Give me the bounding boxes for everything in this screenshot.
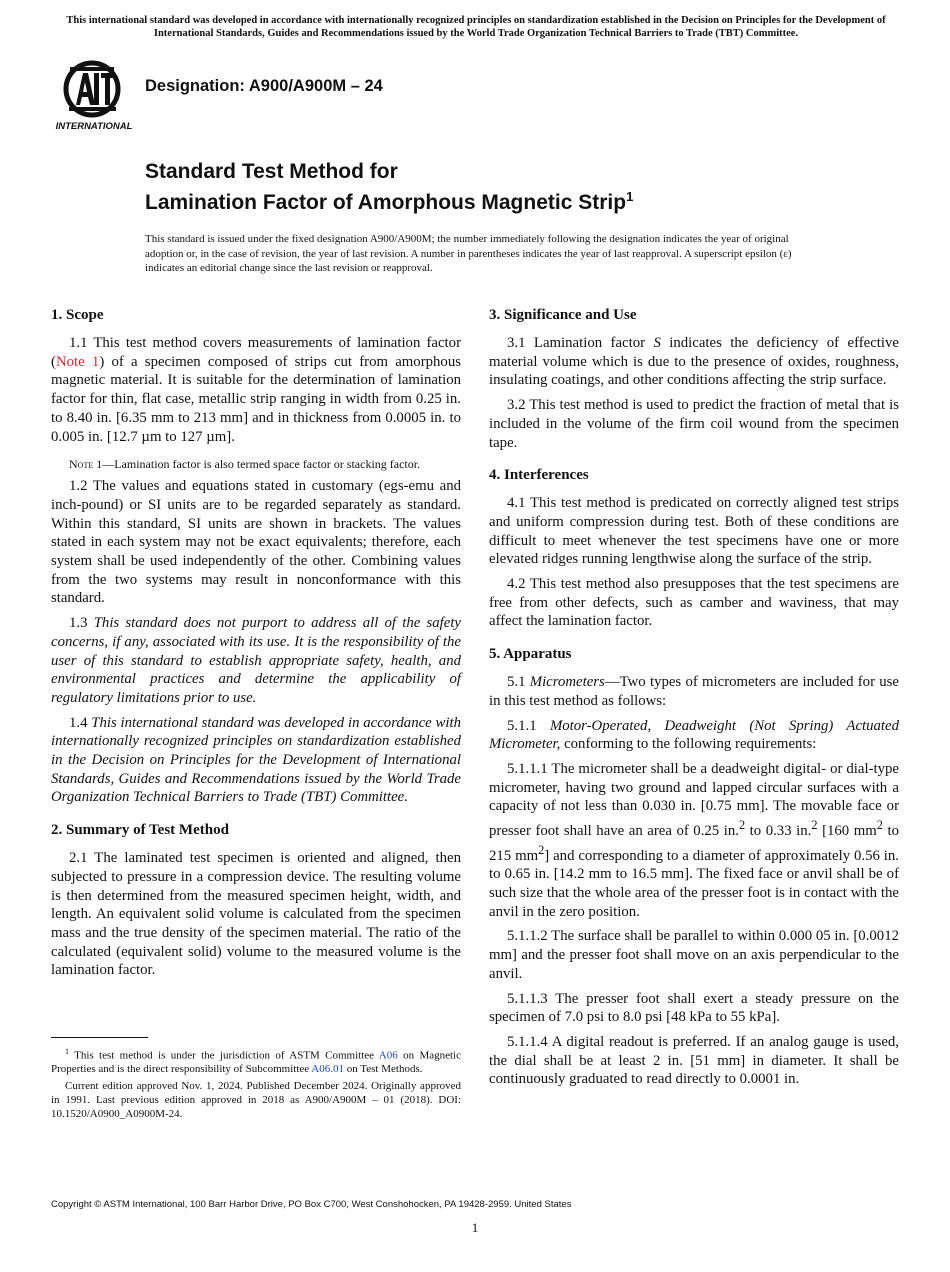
paragraph-4-2: 4.2 This test method also presupposes that the test specimens are free from other defects, such as camber and waviness, that may affect the lamination factor.: [489, 576, 899, 630]
paragraph-5-1-1-3: 5.1.1.3 The presser foot shall exert a steady pressure on the specimen of 7.0 psi to 8.0 psi [48 kPa to 55 kPa].: [489, 990, 899, 1026]
wto-notice: This international standard was developed in accordance with internationally recognized principles on standardization established in the Decision on Principles for the Development of International Standards, Guides and Recommendations issued by the World Trade Organization Technical Barriers to Trade (TBT) Committee.: [66, 15, 886, 39]
title-line-2: Lamination Factor of Amorphous Magnetic Strip$^1$: [145, 189, 634, 214]
footnotes: [51, 1045, 461, 1125]
paragraph-2-1: 2.1 The laminated test specimen is oriented and aligned, then subjected to pressure in a compression device. The resulting volume is then determined from the measured specimen height, width, and length. An equivalent solid volume is calculated from the specimen mass and the true density of the specimen material. The ratio of the calculated (equivalent solid) volume to the measured volume is the lamination factor.: [51, 850, 461, 979]
issued-statement: This standard is issued under the fixed designation A900/A900M; the number immediately following the designation indicates the year of original adoption or, in the case of revision, the year of last revision. A number in parentheses indicates the year of last reapproval. A superscript epsilon (ε) indicates an editorial change since the last revision or reapproval.: [145, 233, 792, 274]
subcommittee-a06-01-link[interactable]: A06.01: [311, 1063, 344, 1076]
section-heading-apparatus: 5. Apparatus: [489, 646, 572, 663]
left-column: [51, 306, 461, 986]
paragraph-5-1: 5.1 Micrometers—Two types of micrometers are included for use in this test method as follows:: [489, 674, 899, 709]
footnote-1: $^1$ This test method is under the jurisdiction of ASTM Committee A06 on Magnetic Properties and is the direct responsibility of Subcommittee A06.01 on Test Methods.: [51, 1047, 461, 1076]
section-heading-significance: 3. Significance and Use: [489, 307, 637, 323]
section-heading-scope: 1. Scope: [51, 307, 104, 323]
paragraph-5-1-1-2: 5.1.1.2 The surface shall be parallel to within 0.000 05 in. [0.0012 mm] and the presser foot shall move on an axis perpendicular to the anvil.: [489, 928, 899, 982]
copyright: Copyright © ASTM International, 100 Barr Harbor Drive, PO Box C700, West Conshohocken, PA 19428-2959. United States: [51, 1199, 572, 1210]
note-1: Note 1—Lamination factor is also termed space factor or stacking factor.: [69, 457, 421, 472]
title-footnote-mark: 1: [626, 189, 634, 204]
paragraph-5-1-1-4: 5.1.1.4 A digital readout is preferred. If an analog gauge is used, the dial shall be at least 2 in. [51 mm] in diameter. It shall be continuously graduated to read directly to 0.0001 in.: [489, 1033, 899, 1088]
right-column: [489, 306, 899, 1095]
astm-logo-icon: [52, 55, 136, 133]
page-number: 1: [471, 1220, 479, 1235]
paragraph-1-3: 1.3 This standard does not purport to address all of the safety concerns, if any, associated with its use. It is the responsibility of the user of this standard to establish appropriate safety, health, and environmental practices and determine the applicability of regulatory limitations prior to use.: [51, 615, 461, 706]
designation: Designation: A900/A900M – 24: [145, 77, 383, 95]
paragraph-1-1: 1.1 This test method covers measurements of lamination factor (Note 1) of a specimen composed of strips cut from amorphous magnetic material. It is suitable for the determination of lamination factor for thin, flat case, metallic strip ranging in width from 0.25 in. to 8.40 in. [6.35 mm to 213 mm] and in thickness from 0.0005 in. to 0.005 in. [12.7 µm to 127 µm].: [51, 335, 461, 445]
paragraph-5-1-1-1: 5.1.1.1 The micrometer shall be a deadweight digital- or dial-type micrometer, having two ground and lapped circular surfaces with a capacity of not less than 0.030 in. [0.75 mm]. The movable face or presser foot shall have an area of 0.25 in.$^2$ to 0.33 in.$^2$ [160 $mm^2$ to 215 $mm^2$] and corresponding to a diameter of approximately 0.56 in. to 0.65 in. [14.2 mm to 16.5 mm]. The fixed face or anvil shall be of such size that the whole area of the presser foot is in contact with the anvil in the zero position.: [489, 760, 899, 920]
paragraph-3-2: 3.2 This test method is used to predict the fraction of metal that is included in the volume of the firm coil wound from the specimen tape.: [489, 397, 899, 451]
title-line-1: Standard Test Method for: [145, 160, 398, 183]
paragraph-1-4: 1.4 This international standard was developed in accordance with internationally recognized principles on standardization established in the Decision on Principles for the Development of International Standards, Guides and Recommendations issued by the World Trade Organization Technical Barriers to Trade (TBT) Committee.: [51, 714, 461, 806]
paragraph-5-1-1: 5.1.1 Motor-Operated, Deadweight (Not Spring) Actuated Micrometer, conforming to the following requirements:: [489, 717, 899, 753]
document-title: [145, 159, 865, 215]
paragraph-3-1: 3.1 Lamination factor S indicates the deficiency of effective material volume which is due to the presence of oxides, roughness, insulating coatings, and other conditions affecting the strip surface.: [489, 335, 899, 389]
note-1-link[interactable]: Note 1: [55, 353, 100, 370]
paragraph-4-1: 4.1 This test method is predicated on correctly aligned test strips and uniform compression during test. Both of these conditions are difficult to meet whenever the test specimens have one or more elevated ridges running lengthwise along the surface of the strip.: [489, 495, 899, 568]
logo-wordmark: INTERNATIONAL: [55, 121, 133, 132]
section-heading-summary: 2. Summary of Test Method: [51, 822, 229, 839]
section-heading-interferences: 4. Interferences: [489, 467, 589, 484]
committee-a06-link[interactable]: A06: [378, 1049, 398, 1062]
footnote-edition: Current edition approved Nov. 1, 2024. Published December 2024. Originally approved in 1991. Last previous edition approved in 2018 as A900/A900M – 01 (2018). DOI: 10.1520/A0900_A0900M-24.: [51, 1080, 461, 1120]
footnote-divider: [51, 1037, 148, 1038]
paragraph-1-2: 1.2 The values and equations stated in customary (egs-emu and inch-pound) or SI units are to be regarded separately as standard. Within this standard, SI units are shown in brackets. The values stated in each system may not be exact equivalents; therefore, each system shall be used independently of the other. Combining values from the two systems may result in nonconformance with this standard.: [51, 478, 461, 607]
